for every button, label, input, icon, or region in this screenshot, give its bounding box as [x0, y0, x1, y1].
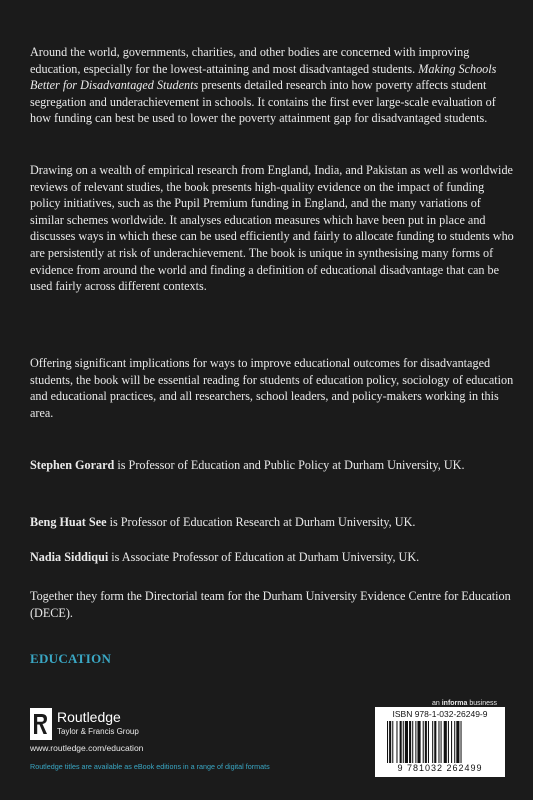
author-bio-2: [30, 514, 515, 531]
barcode-bar: [417, 721, 420, 763]
informa-suffix: business: [467, 700, 497, 707]
publisher-group: Taylor & Francis Group: [57, 727, 139, 736]
description-intro-continued: presents detailed research into how poverty affects student segregation and underachievement in schools. It contains the first ever large-scale evaluation of how funding can best be used to lower the poverty attainment gap for disadvantaged students.: [30, 78, 496, 126]
author-name: Beng Huat See: [30, 515, 107, 529]
barcode-bar: [423, 721, 424, 763]
barcode-bar: [412, 721, 413, 763]
barcode-bar: [400, 721, 402, 763]
barcode-bar: [409, 721, 411, 763]
author-bio-text: is Professor of Education Research at Durham University, UK.: [106, 515, 416, 529]
barcode-bar: [461, 721, 462, 763]
barcode-bars: [385, 721, 495, 763]
publisher-logo: [30, 708, 230, 742]
barcode-bar: [438, 721, 439, 763]
team-note-text: Together they form the Directorial team for the Durham University Evidence Centre for Education (DECE).: [30, 589, 511, 620]
barcode-bar: [448, 721, 449, 763]
author-bio-text: is Associate Professor of Education at Durham University, UK.: [108, 550, 420, 564]
book-title: Making Schools Better for Disadvantaged Students: [30, 61, 497, 93]
isbn-label: ISBN 978-1-032-26249-9: [392, 709, 488, 719]
description-paragraph-1: [30, 44, 515, 127]
category-label: EDUCATION: [30, 651, 112, 666]
barcode-bar: [392, 721, 393, 763]
barcode-bar: [434, 721, 436, 763]
barcode-bar: [444, 721, 447, 763]
description-paragraph-3-text: Offering significant implications for ways to improve educational outcomes for disadvantaged students, the book will be essential reading for students of education policy, sociology of education and educational practices, and all researchers, school leaders, and policy-makers working in this area.: [30, 356, 514, 420]
author-bio-1: [30, 457, 515, 474]
barcode-bar: [405, 721, 408, 763]
informa-label: [432, 700, 497, 707]
barcode-bar: [428, 721, 429, 763]
author-name: Stephen Gorard: [30, 458, 115, 472]
barcode-bar: [389, 721, 391, 763]
barcode-bar: [425, 721, 427, 763]
description-paragraph-3: [30, 355, 515, 421]
team-note: [30, 588, 515, 621]
author-bio-text: is Professor of Education and Public Policy at Durham University, UK.: [114, 458, 465, 472]
barcode-bar: [454, 721, 455, 763]
barcode-bar: [456, 721, 459, 763]
barcode-bar: [387, 721, 388, 763]
publisher-website: www.routledge.com/education: [30, 743, 144, 753]
informa-name: informa: [441, 700, 468, 707]
barcode-bar: [432, 721, 433, 763]
barcode-digits: 9 781032 262499: [397, 763, 483, 773]
barcode-bar: [451, 721, 452, 763]
informa-prefix: an: [432, 700, 442, 707]
routledge-logo-icon: [30, 708, 52, 740]
description-intro: Around the world, governments, charities, and other bodies are concerned with improving education, especially for the lowest-attaining and most disadvantaged students.: [30, 45, 470, 76]
description-paragraph-2-text: Drawing on a wealth of empirical research from England, India, and Pakistan as well as worldwide reviews of relevant studies, the book presents high-quality evidence on the impact of funding policy initiatives, such as the Pupil Premium funding in England, and the many variations of similar schemes worldwide. It analyses education measures which have been put in place and discusses ways in which these can be used efficiently and fairly to allocate funding to students who are persistently at risk of underachievement. The book is unique in synthesising many forms of evidence from around the world and finding a definition of educational disadvantage that can be used fairly across different contexts.: [30, 163, 514, 294]
barcode: [375, 707, 505, 777]
ebook-note: Routledge titles are available as eBook editions in a range of digital formats: [30, 762, 270, 771]
description-paragraph-2: [30, 162, 515, 295]
publisher-name: Routledge: [57, 709, 121, 725]
barcode-bar: [396, 721, 397, 763]
barcode-bar: [403, 721, 404, 763]
author-bio-3: [30, 549, 515, 566]
barcode-bar: [415, 721, 416, 763]
author-name: Nadia Siddiqui: [30, 550, 109, 564]
barcode-bar: [441, 721, 442, 763]
